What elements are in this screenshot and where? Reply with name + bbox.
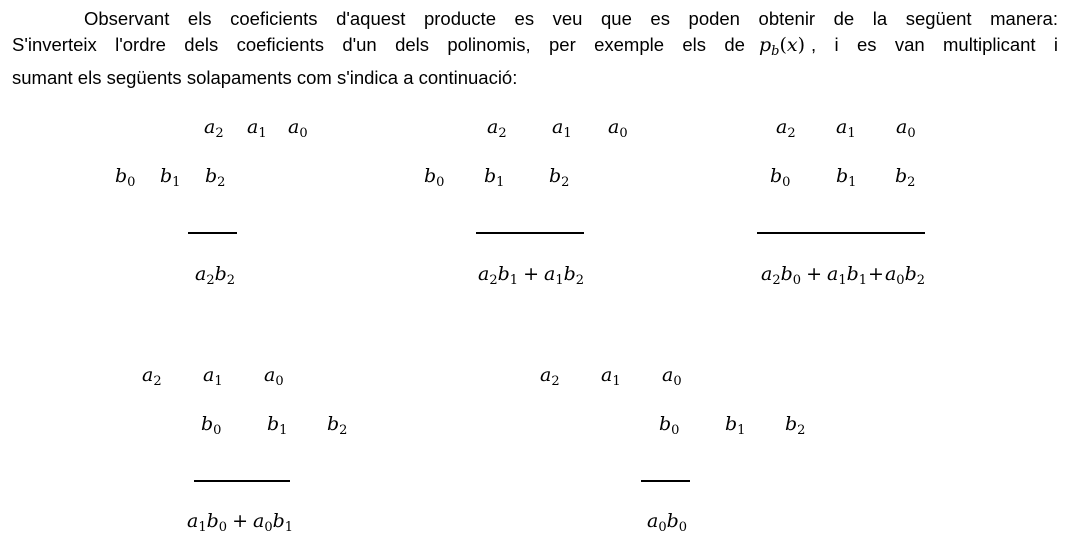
coef-b0: $b_0$ — [201, 413, 222, 438]
coef-a2: $a_2$ — [776, 116, 796, 141]
coef-a1: $a_1$ — [601, 364, 621, 389]
coef-a1: $a_1$ — [836, 116, 856, 141]
paragraph-line-3: sumant els següents solapaments com s'indica a continuació: — [12, 67, 518, 88]
coef-b2: $b_2$ — [785, 413, 806, 438]
coef-b0: $b_0$ — [770, 165, 791, 190]
coef-b1: $b_1$ — [836, 165, 857, 190]
coef-b1: $b_1$ — [484, 165, 505, 190]
coef-a0: $a_0$ — [662, 364, 682, 389]
result-term: $a_2b_2$ — [195, 263, 236, 288]
inline-math-pb: $p_b(x)$ — [758, 34, 805, 59]
coef-a2: $a_2$ — [204, 116, 224, 141]
result-term: $a_2b_1 + a_1b_2$ — [478, 263, 585, 288]
sum-line — [757, 232, 925, 234]
coef-b1: $b_1$ — [725, 413, 746, 438]
coef-a2: $a_2$ — [540, 364, 560, 389]
paragraph-line-2: S'inverteix l'ordre dels coeficients d'un dels polinomis, per exemple els de $p_b(x)$ , i es van multiplicant i — [12, 34, 1059, 59]
coef-b0: $b_0$ — [424, 165, 445, 190]
sum-line — [194, 480, 290, 482]
coef-b2: $b_2$ — [327, 413, 348, 438]
result-term: $a_1b_0 + a_0b_1$ — [187, 510, 294, 535]
coef-a0: $a_0$ — [896, 116, 916, 141]
coef-b2: $b_2$ — [895, 165, 916, 190]
coef-a1: $a_1$ — [247, 116, 267, 141]
coef-b2: $b_2$ — [205, 165, 226, 190]
coef-a2: $a_2$ — [142, 364, 162, 389]
coef-a0: $a_0$ — [608, 116, 628, 141]
paragraph-line-1: Observant els coeficients d'aquest producte es veu que es poden obtenir de la següent manera: — [84, 8, 1058, 29]
coef-b0: $b_0$ — [115, 165, 136, 190]
sum-line — [476, 232, 584, 234]
coef-a1: $a_1$ — [203, 364, 223, 389]
sum-line — [641, 480, 690, 482]
coef-a1: $a_1$ — [552, 116, 572, 141]
result-term: $a_2b_0 + a_1b_1+a_0b_2$ — [761, 263, 926, 288]
coef-b0: $b_0$ — [659, 413, 680, 438]
coef-a0: $a_0$ — [288, 116, 308, 141]
coef-b1: $b_1$ — [267, 413, 288, 438]
coef-b2: $b_2$ — [549, 165, 570, 190]
intro-paragraph — [12, 6, 1058, 91]
coef-a0: $a_0$ — [264, 364, 284, 389]
sum-line — [188, 232, 237, 234]
result-term: $a_0b_0$ — [647, 510, 688, 535]
coef-a2: $a_2$ — [487, 116, 507, 141]
coef-b1: $b_1$ — [160, 165, 181, 190]
